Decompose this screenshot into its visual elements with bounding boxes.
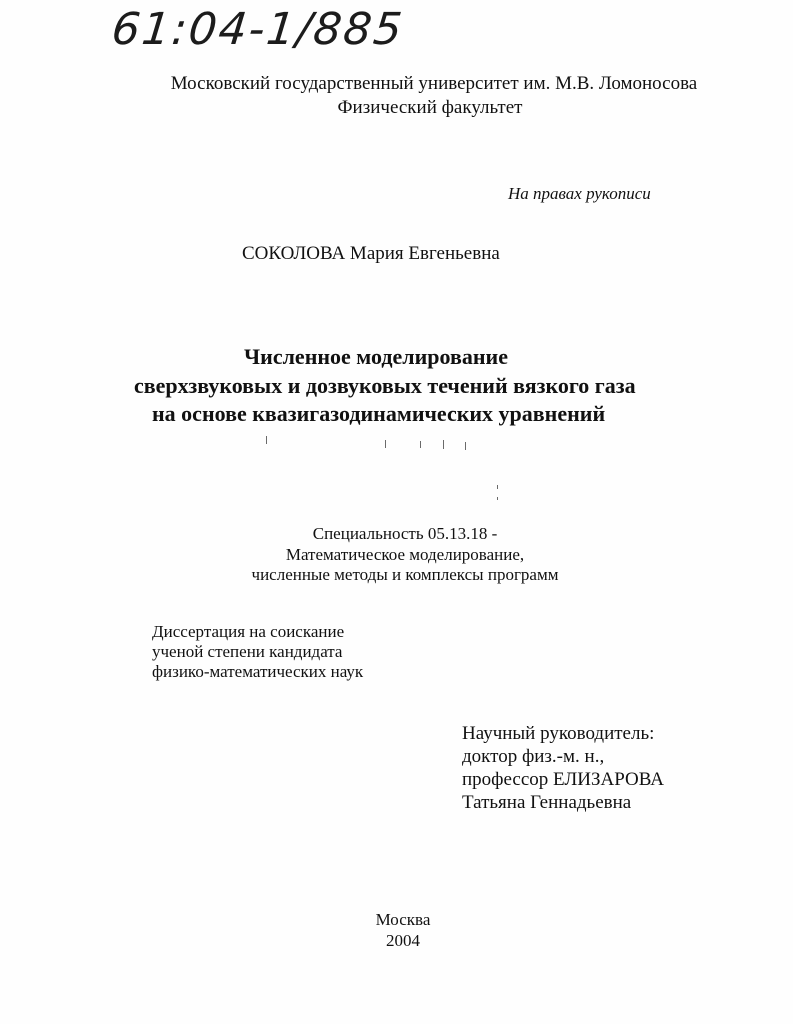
degree-line-3: физико-математических наук (152, 662, 364, 681)
manuscript-note: На правах рукописи (508, 184, 651, 203)
scan-speck (465, 442, 466, 450)
scan-speck (497, 485, 498, 489)
supervisor-degree: доктор физ.-м. н., (462, 746, 605, 767)
degree-line-2: ученой степени кандидата (152, 642, 343, 661)
specialty-name-line-2: численные методы и комплексы программ (251, 565, 559, 584)
specialty-code: Специальность 05.13.18 - (312, 524, 498, 543)
scan-speck (420, 441, 421, 448)
author-name: СОКОЛОВА Мария Евгеньевна (242, 243, 500, 264)
thesis-title-line-1: Численное моделирование (244, 344, 508, 369)
supervisor-given-names: Татьяна Геннадьевна (462, 792, 632, 813)
specialty-name-line-1: Математическое моделирование, (285, 545, 525, 564)
degree-line-1: Диссертация на соискание (152, 622, 345, 641)
library-stamp: 61:04-1/885 (109, 4, 407, 55)
supervisor-heading: Научный руководитель: (462, 723, 655, 744)
university-name: Московский государственный университет им. М.В. Ломоносова (170, 73, 698, 94)
city: Москва (375, 910, 431, 929)
supervisor-title-surname: профессор ЕЛИЗАРОВА (462, 769, 664, 790)
thesis-title-line-3: на основе квазигазодинамических уравнений (152, 401, 606, 426)
scan-speck (266, 436, 267, 444)
scan-speck (443, 440, 444, 449)
scan-speck (385, 440, 386, 448)
thesis-title-line-2: сверхзвуковых и дозвуковых течений вязкого газа (134, 373, 636, 398)
scan-speck (497, 497, 498, 500)
faculty-name: Физический факультет (337, 97, 523, 118)
year: 2004 (386, 931, 420, 950)
